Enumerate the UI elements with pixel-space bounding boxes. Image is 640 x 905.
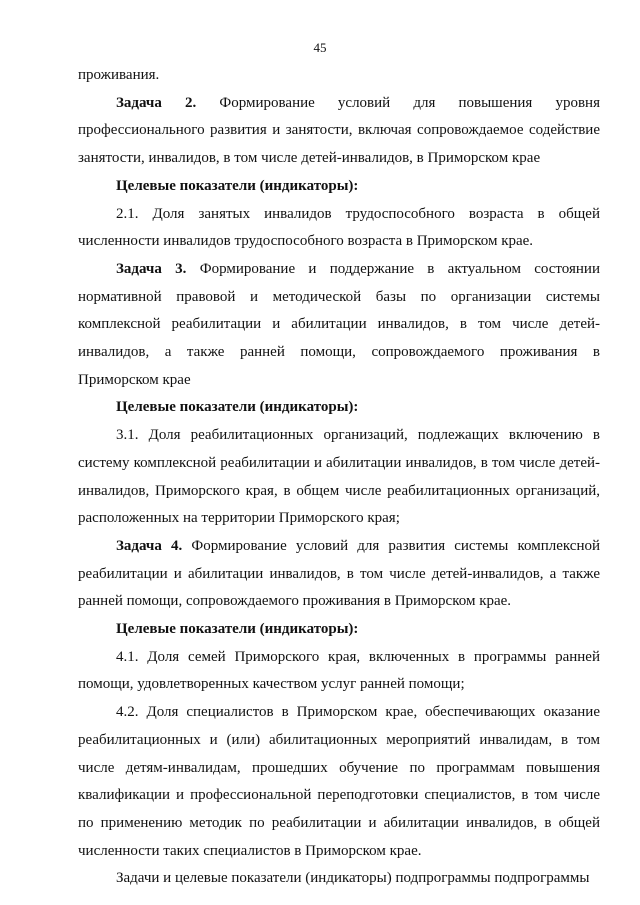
indicator-4-2: 4.2. Доля специалистов в Приморском крае, обеспечивающих оказание реабилитационных и (или) абилитационных мероприятий инвалидам, в том числе детям-инвалидам, прошедших обучение по программам повышения квалификации и профессиональной переподготовки специалистов, в том числе по применению методик по реабилитации и абилитации инвалидов, в общей численности таких специалистов в Приморском крае. [78, 704, 600, 859]
page-number: 45 [313, 40, 327, 55]
document-body [78, 62, 600, 893]
task-2-label: Задача 2. [116, 94, 197, 111]
indicators-heading-2: Целевые показатели (индикаторы): [116, 177, 359, 194]
task-4-label: Задача 4. [116, 537, 183, 554]
task-4-text: Формирование условий для развития системы комплексной реабилитации и абилитации инвалидов, в том числе детей-инвалидов, а также ранней помощи, сопровождаемого проживания в Приморском крае. [78, 537, 600, 610]
task-3-label: Задача 3. [116, 260, 187, 277]
task-2-text: Формирование условий для повышения уровня профессионального развития и занятости, включая сопровождаемое содействие занятости, инвалидов, в том числе детей-инвалидов, в Приморском крае [78, 94, 600, 167]
task-2-paragraph [78, 90, 600, 173]
indicators-heading-4: Целевые показатели (индикаторы): [116, 621, 359, 638]
indicators-heading-3: Целевые показатели (индикаторы): [116, 399, 359, 416]
task-4-paragraph [78, 533, 600, 616]
paragraph-continuation: проживания. [78, 67, 160, 83]
indicator-4-1: 4.1. Доля семей Приморского края, включенных в программы ранней помощи, удовлетворенных качеством услуг ранней помощи; [78, 648, 600, 693]
closing-paragraph: Задачи и целевые показатели (индикаторы) подпрограммы подпрограммы [116, 870, 590, 887]
indicator-3-1: 3.1. Доля реабилитационных организаций, подлежащих включению в систему комплексной реабилитации и абилитации инвалидов, в том числе детей-инвалидов, Приморского края, в общем числе реабилитационных организаций, расположенных на территории Приморского края; [78, 427, 600, 527]
indicator-2-1: 2.1. Доля занятых инвалидов трудоспособного возраста в общей численности инвалидов трудоспособного возраста в Приморском крае. [78, 205, 600, 250]
task-3-paragraph [78, 256, 600, 395]
task-3-text: Формирование и поддержание в актуальном состоянии нормативной правовой и методической базы по организации системы комплексной реабилитации и абилитации инвалидов, в том числе детей-инвалидов, а также ранней помощи, сопровождаемого проживания в Приморском крае [78, 260, 600, 388]
